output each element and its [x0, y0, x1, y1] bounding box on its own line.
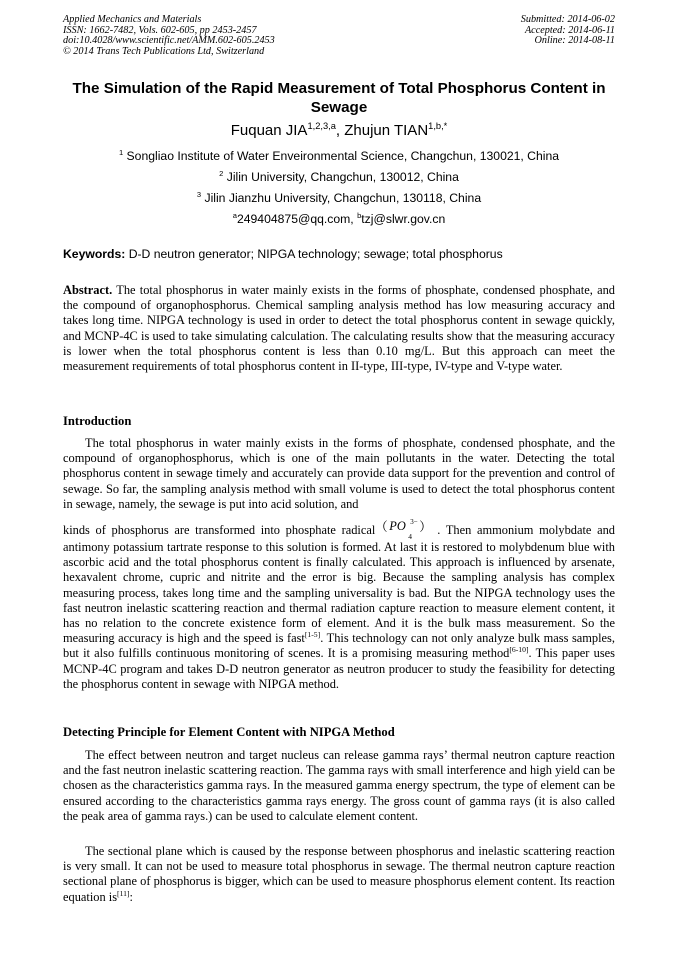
- citation-11[interactable]: [11]: [117, 888, 130, 898]
- paper-title: The Simulation of the Rapid Measurement of Total Phosphorus Content in Sewage: [72, 80, 606, 116]
- formula-charge: 3−: [410, 518, 418, 526]
- intro-p2-text-end: . This paper uses MCNP-4C program and takes D-D neutron generator as neutron producer to study the feasibility for detecting the phosphorus content in sewage with NIPGA method.: [63, 646, 615, 691]
- affiliation-number: 3: [196, 189, 202, 199]
- author-line: [60, 122, 618, 140]
- affiliation-text: Songliao Institute of Water Enveironmental Science, Changchun, 130021, China: [126, 149, 560, 163]
- author-2-name: Zhujun TIAN: [344, 122, 429, 139]
- issn-line: ISSN: 1662-7482, Vols. 602-605, pp 2453-2457: [63, 24, 257, 36]
- abstract-label: Abstract.: [63, 283, 113, 297]
- section-2-paragraph-2: [63, 844, 615, 905]
- section-2-paragraph-1: The effect between neutron and target nucleus can release gamma rays’ thermal neutron capture reaction and the fast neutron inelastic scattering reaction. The gamma rays with small interference and high yield can be chosen as the characteristics gamma rays. In the measured gamma energy spectrum, the type of element can be ensured according to the characteristics gamma rays energy. The gross count of gamma rays (it is also called the peak area of gamma rays.) can be used to calculate element content.: [63, 748, 615, 823]
- formula-base: PO: [389, 519, 406, 533]
- affiliation-1: [60, 149, 618, 164]
- journal-info: [63, 15, 275, 57]
- introduction-paragraph-2: [63, 518, 615, 692]
- affiliation-number: 1: [118, 147, 124, 157]
- keywords: [63, 247, 615, 262]
- affiliation-text: Jilin University, Changchun, 130012, China: [226, 170, 459, 184]
- email-a[interactable]: 249404875@qq.com,: [236, 212, 358, 226]
- copyright-line: © 2014 Trans Tech Publications Ltd, Switzerland: [63, 45, 265, 57]
- email-b[interactable]: tzj@slwr.gov.cn: [361, 212, 446, 226]
- author-1-name: Fuquan JIA: [230, 122, 308, 139]
- submitted-date: Submitted: 2014-06-02: [520, 14, 615, 25]
- keywords-label: Keywords:: [63, 247, 126, 261]
- intro-p2-text-start: kinds of phosphorus are transformed into phosphate radical: [63, 523, 376, 537]
- online-date: Online: 2014-08-11: [534, 35, 615, 47]
- introduction-paragraph-1: The total phosphorus in water mainly exists in the forms of phosphate, condensed phosphate, and the compound of organophosphorus, which is one of the main pollutants in the water. Detecting the total phosphorus content in sewage timely and accurately can provide data support for the prevention and control of sewage. So far, the sampling analysis method with small volume is used to detect the total phosphorus content in sewage, namely, the sewage is put into acid solution, and: [63, 436, 615, 511]
- author-separator: ,: [335, 122, 345, 139]
- author-1-affiliation-marks: 1,2,3,a: [307, 121, 336, 131]
- affiliation-2: [60, 170, 618, 185]
- section-2-p2-end: :: [129, 889, 133, 904]
- doi-line: doi:10.4028/www.scientific.net/AMM.602-605.2453: [63, 35, 275, 47]
- section-2-p2-text: The sectional plane which is caused by the response between phosphorus and inelastic scattering reaction is very small. It can not be used to measure total phosphorus in sewage. The thermal neutron capture reaction sectional plane of phosphorus is bigger, which can be used to measure phosphorus element content. Its reaction equation is: [63, 844, 615, 904]
- keywords-text: D-D neutron generator; NIPGA technology; sewage; total phosphorus: [125, 247, 503, 261]
- email-a-mark: a: [232, 210, 237, 220]
- affiliation-text: Jilin Jianzhu University, Changchun, 130118, China: [204, 191, 482, 205]
- intro-p2-text-mid: . This technology can not only analyze bulk mass samples, but it also fulfills continuous monitoring of scenes. It is a promising measuring method: [63, 631, 615, 661]
- email-b-mark: b: [357, 210, 362, 220]
- affiliation-number: 2: [219, 168, 224, 178]
- submission-dates: [521, 15, 615, 47]
- phosphate-formula: [375, 518, 437, 540]
- abstract-text: The total phosphorus in water mainly exists in the forms of phosphate, condensed phosphate, and the compound of organophosphorus. Chemical sampling analysis method has low measuring accuracy and takes long time. NIPGA technology is used in order to detect the total phosphorus content in sewage quickly, and MCNP-4C is used to take simulating calculation. The calculating results show that the measuring accuracy is lower when the total phosphorus content is less than 0.10 mg/L. But this approach can meet the measurement requirements of total phosphorus content in II-type, III-type, IV-type and V-type water.: [63, 283, 615, 374]
- email-line: [60, 212, 618, 227]
- journal-name: Applied Mechanics and Materials: [63, 14, 202, 25]
- citation-6-10[interactable]: [6-10]: [509, 645, 529, 655]
- formula-open-paren: （: [375, 520, 388, 534]
- section-2-heading: Detecting Principle for Element Content with NIPGA Method: [63, 725, 395, 739]
- formula-subscript: 4: [408, 532, 413, 541]
- formula-close-paren: ）: [419, 520, 432, 534]
- author-2-affiliation-marks: 1,b,*: [428, 121, 448, 131]
- affiliation-3: [60, 191, 618, 206]
- intro-p2-text: . Then ammonium molybdate and antimony potassium tartrate response to this solution is formed. At last it is restored to molybdenum blue with ascorbic acid and the total phosphorus content is finally calculated. This approach is influenced by arsenate, hexavalent chrome, cupric and nitrite and the error is big. Because the sampling analysis has complex measuring process, takes long time and the sampling universality is bad. But the NIPGA technology uses the fast neutron inelastic scattering reaction and thermal radiation capture reaction to measure element content, it has no relation to the concrete existence form of element. And it is the bulk mass measurement. So the measuring accuracy is high and the speed is fast: [63, 523, 615, 646]
- abstract: [63, 283, 615, 374]
- introduction-heading: Introduction: [63, 414, 132, 428]
- citation-1-5[interactable]: [1-5]: [304, 630, 321, 640]
- accepted-date: Accepted: 2014-06-11: [524, 24, 615, 36]
